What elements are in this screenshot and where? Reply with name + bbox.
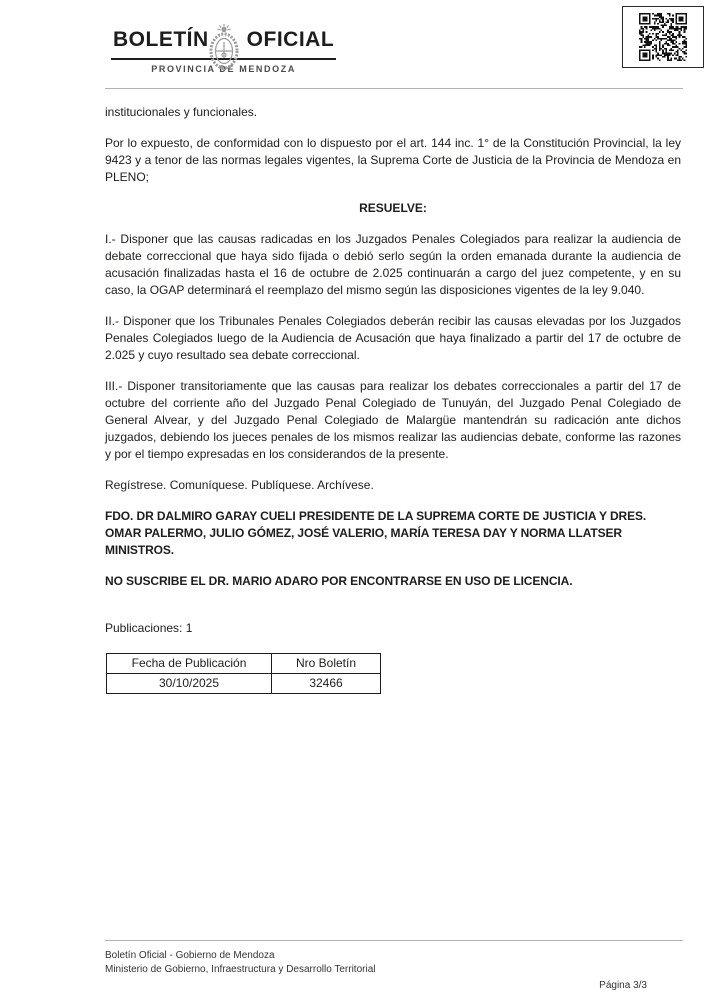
footer-line1: Boletín Oficial - Gobierno de Mendoza — [105, 950, 275, 961]
footer — [105, 940, 683, 993]
resolution-item-3: III.- Disponer transitoriamente que las causas para realizar los debates correccionales a partir del 17 de octubre del corriente año del Juzgado Penal Colegiado de Tunuyán, del Juzgado Penal Colegiado de General Alvear, y del Juzgado Penal Colegiado de Malargüe mantendrán su radicación ante dichos juzgados, debiendo los jueces penales de los mismos realizar las audiencias debate, conforme las razones y por el tiempo expresadas en los considerandos de la presente. — [105, 379, 681, 461]
qr-code-icon — [639, 13, 687, 61]
publication-table — [106, 653, 381, 694]
paragraph-intro: institucionales y funcionales. — [105, 105, 258, 119]
document-body — [105, 89, 681, 694]
qr-code — [622, 6, 704, 68]
resolution-item-2: II.- Disponer que los Tribunales Penales Colegiados deberán recibir las causas elevadas por los Juzgados Penales Colegiados luego de la Audiencia de Acusación que haya finalizado a partir del 17 de octubre de 2.025 y cuyo resultado sea debate correccional. — [105, 314, 681, 362]
no-suscribe-paragraph: NO SUSCRIBE EL DR. MARIO ADARO POR ENCONTRARSE EN USO DE LICENCIA. — [105, 574, 573, 588]
resolution-item-1: I.- Disponer que las causas radicadas en los Juzgados Penales Colegiados para realizar la audiencia de debate correccional que haya sido fijada o debió serlo según la orden emanada durante la audiencia de acusación finalizadas hasta el 16 de octubre de 2.025 continuarán a cargo del juez competente, y en su caso, la OGAP determinará el reemplazo del mismo según las disposiciones vigentes de la ley 9.040. — [105, 232, 681, 297]
logo-subtitle: PROVINCIA DE MENDOZA — [151, 64, 296, 74]
logo-word-oficial: OFICIAL — [246, 28, 335, 51]
table-cell-nro-boletin: 32466 — [272, 674, 381, 694]
logo-title — [111, 26, 336, 60]
table-cell-fecha: 30/10/2025 — [107, 674, 272, 694]
table-header-nro-boletin: Nro Boletín — [272, 654, 381, 674]
registrese-line: Regístrese. Comuníquese. Publíquese. Archívese. — [105, 478, 374, 492]
page-number: Página 3/3 — [599, 980, 647, 991]
table-header-row — [107, 654, 381, 674]
publicaciones-label: Publicaciones: 1 — [105, 621, 193, 635]
logo-word-boletin: BOLETÍN — [113, 28, 209, 51]
boletin-oficial-logo — [111, 26, 336, 74]
resuelve-heading: RESUELVE: — [359, 201, 427, 215]
table-header-fecha: Fecha de Publicación — [107, 654, 272, 674]
footer-line2: Ministerio de Gobierno, Infraestructura y Desarrollo Territorial — [105, 963, 376, 975]
header — [105, 26, 681, 88]
table-row — [107, 674, 381, 694]
signatories-paragraph: FDO. DR DALMIRO GARAY CUELI PRESIDENTE DE LA SUPREMA CORTE DE JUSTICIA Y DRES. OMAR PALERMO, JULIO GÓMEZ, JOSÉ VALERIO, MARÍA TERESA DAY Y NORMA LLATSER MINISTROS. — [105, 509, 647, 557]
paragraph-expuesto: Por lo expuesto, de conformidad con lo dispuesto por el art. 144 inc. 1° de la Constitución Provincial, la ley 9423 y a tenor de las normas legales vigentes, la Suprema Corte de Justicia de la Provincia de Mendoza en PLENO; — [105, 136, 681, 184]
